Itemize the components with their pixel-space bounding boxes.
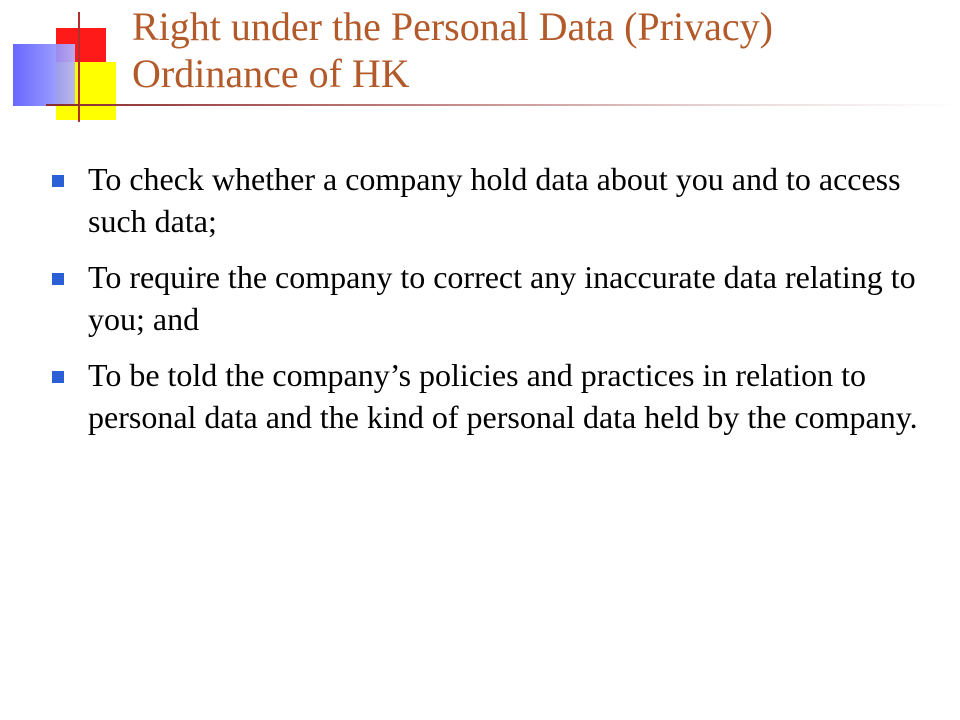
list-item (0, 158, 960, 242)
decorative-logo (0, 0, 140, 130)
bullet-text: To require the company to correct any inaccurate data relating to you; and (88, 259, 916, 337)
square-bullet-icon (52, 371, 64, 383)
bullet-list (0, 158, 960, 452)
list-item (0, 354, 960, 438)
title-underline (46, 104, 960, 106)
slide-title: Right under the Personal Data (Privacy) Ordinance of HK (132, 4, 773, 96)
square-bullet-icon (52, 175, 64, 187)
list-item (0, 256, 960, 340)
bullet-text: To check whether a company hold data about you and to access such data; (88, 161, 901, 239)
blue-square-shape (13, 44, 75, 106)
square-bullet-icon (52, 273, 64, 285)
bullet-text: To be told the company’s policies and practices in relation to personal data and the kind of personal data held by the company. (88, 357, 918, 435)
